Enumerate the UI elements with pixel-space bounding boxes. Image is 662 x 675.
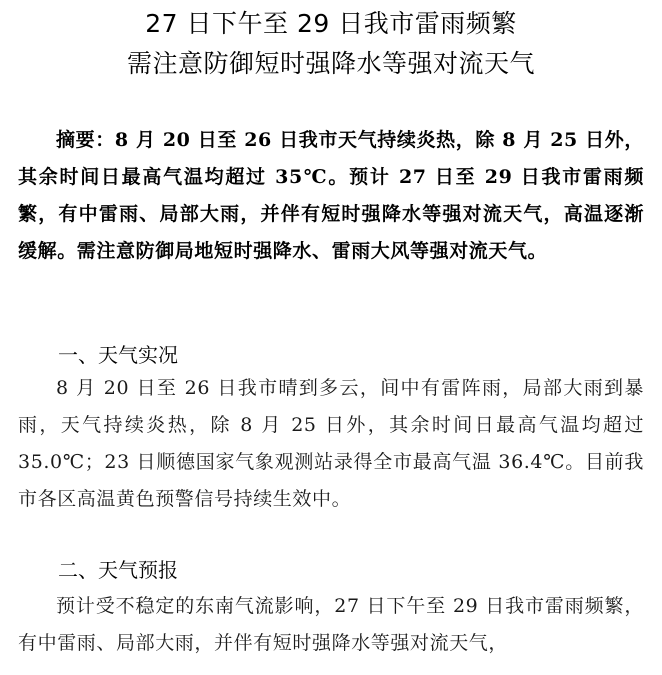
section-body-weather-observation: 8 月 20 日至 26 日我市晴到多云，间中有雷阵雨，局部大雨到暴雨，天气持续炎热，除 8 月 25 日外，其余时间日最高气温均超过 35.0℃；23 日顺德国家气象观测站录得全市最高气温 36.4℃。目前我市各区高温黄色预警信号持续生效中。 (18, 377, 644, 510)
section-heading-weather-forecast: 二、天气预报 (58, 558, 178, 582)
section-heading-weather-observation: 一、天气实况 (58, 343, 178, 367)
document-title-line-2: 需注意防御短时强降水等强对流天气 (126, 49, 535, 78)
document-title-line-1: 27 日下午至 29 日我市雷雨频繁 (145, 9, 517, 38)
summary-paragraph: 摘要：8 月 20 日至 26 日我市天气持续炎热，除 8 月 25 日外，其余时间日最高气温均超过 35℃。预计 27 日至 29 日我市雷雨频繁，有中雷雨、局部大雨，并伴有短时强降水等强对流天气，高温逐渐缓解。需注意防御局地短时强降水、雷雨大风等强对流天气。 (18, 129, 644, 262)
section-body-weather-forecast: 预计受不稳定的东南气流影响，27 日下午至 29 日我市雷雨频繁，有中雷雨、局部大雨，并伴有短时强降水等强对流天气， (18, 595, 644, 654)
